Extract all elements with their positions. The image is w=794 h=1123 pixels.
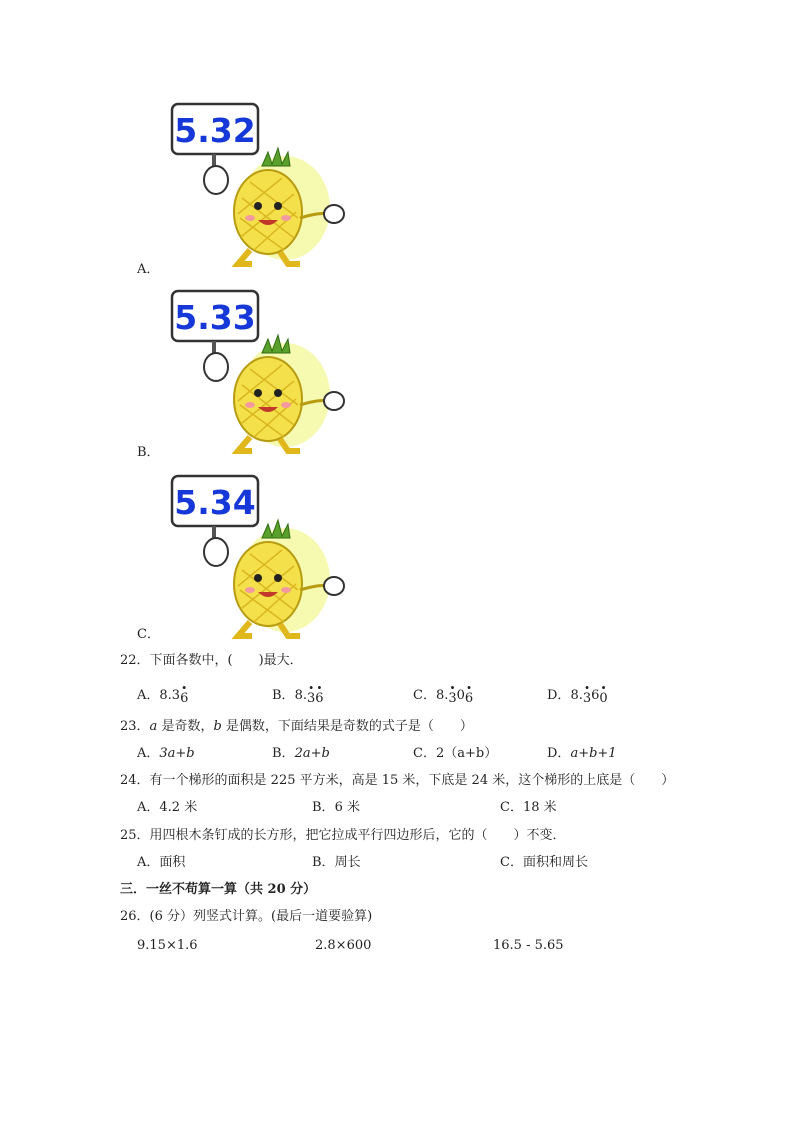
digit: 0	[456, 688, 465, 703]
q24-option-b[interactable]	[312, 800, 360, 816]
decimal-int: 8.	[570, 688, 583, 703]
q22-option-a[interactable]	[137, 688, 188, 704]
repeating-digit: · 6	[180, 691, 188, 707]
variable-b: b	[213, 719, 222, 734]
option-text: 面积和周长	[522, 855, 588, 870]
option-text: a+b+1	[570, 746, 617, 761]
q23-option-c[interactable]	[413, 746, 497, 762]
option-b-label[interactable]: B．	[137, 445, 160, 460]
option-text: 面积	[159, 855, 186, 870]
option-letter: C．	[500, 855, 523, 870]
option-letter: A．	[137, 746, 160, 761]
q25-stem: 25．用四根木条钉成的长方形，把它拉成平行四边形后，它的（ ）不变．	[120, 828, 566, 843]
q24-option-c[interactable]	[500, 800, 557, 816]
variable-a: a	[149, 719, 158, 734]
option-letter: A．	[137, 800, 160, 815]
option-letter: C．	[413, 688, 436, 703]
repeating-digit: · 0	[599, 691, 607, 707]
option-text: 周长	[334, 855, 361, 870]
option-letter: A．	[137, 855, 160, 870]
stem-text: 是偶数，下面结果是奇数的式子是（ ）	[221, 719, 473, 734]
repeating-digit: · 6	[465, 691, 473, 707]
calc-problem-1: 9.15×1.6	[137, 938, 198, 953]
mascot-image-b	[150, 285, 360, 455]
option-letter: A．	[137, 688, 160, 703]
option-text: 6 米	[334, 800, 360, 815]
repeating-digit: · 6	[315, 691, 323, 707]
option-text: 18 米	[522, 800, 557, 815]
option-letter: B．	[272, 688, 295, 703]
calc-problem-3: 16.5 - 5.65	[493, 938, 564, 953]
option-c-label[interactable]: C．	[137, 627, 160, 642]
option-letter: B．	[312, 800, 335, 815]
option-letter: B．	[272, 746, 295, 761]
q23-option-b[interactable]	[272, 746, 330, 762]
digit: 6	[591, 688, 600, 703]
q25-option-a[interactable]	[137, 855, 185, 871]
calc-problem-2: 2.8×600	[315, 938, 372, 953]
mascot-image-a	[150, 98, 360, 268]
section-heading: 三．一丝不苟算一算（共 20 分）	[120, 882, 317, 897]
question-number: 23．	[120, 719, 150, 734]
q22-option-c[interactable]	[413, 688, 473, 704]
option-text: 2a+b	[294, 746, 330, 761]
option-letter: D．	[547, 746, 571, 761]
decimal-int: 8.3	[159, 688, 181, 703]
sign-number: 5.32	[174, 111, 256, 150]
repeating-digit: · 3	[448, 691, 456, 707]
repeating-digit: · 3	[307, 691, 315, 707]
q23-stem	[120, 719, 473, 735]
decimal-int: 8.	[294, 688, 307, 703]
q25-option-c[interactable]	[500, 855, 588, 871]
q22-option-d[interactable]	[547, 688, 608, 704]
q23-option-d[interactable]	[547, 746, 617, 762]
sign-number: 5.34	[174, 483, 256, 522]
q22-stem: 22．下面各数中，( )最大．	[120, 653, 303, 668]
option-text: 2（a+b）	[435, 746, 498, 761]
q23-option-a[interactable]	[137, 746, 195, 762]
option-text: 4.2 米	[159, 800, 198, 815]
option-letter: C．	[413, 746, 436, 761]
q22-option-b[interactable]	[272, 688, 324, 704]
stem-text: 是奇数，	[157, 719, 214, 734]
q25-option-b[interactable]	[312, 855, 361, 871]
option-a-label[interactable]: A．	[137, 262, 160, 277]
q26-stem: 26．(6 分）列竖式计算。(最后一道要验算)	[120, 909, 373, 924]
sign-number: 5.33	[174, 298, 256, 337]
repeating-digit: · 3	[583, 691, 591, 707]
q24-option-a[interactable]	[137, 800, 197, 816]
q24-stem: 24．有一个梯形的面积是 225 平方米，高是 15 米，下底是 24 米，这个梯形的上底是（ ）	[120, 773, 675, 788]
option-letter: B．	[312, 855, 335, 870]
mascot-image-c	[150, 470, 360, 640]
decimal-int: 8.	[435, 688, 449, 703]
option-letter: C．	[500, 800, 523, 815]
option-letter: D．	[547, 688, 571, 703]
option-text: 3a+b	[159, 746, 195, 761]
